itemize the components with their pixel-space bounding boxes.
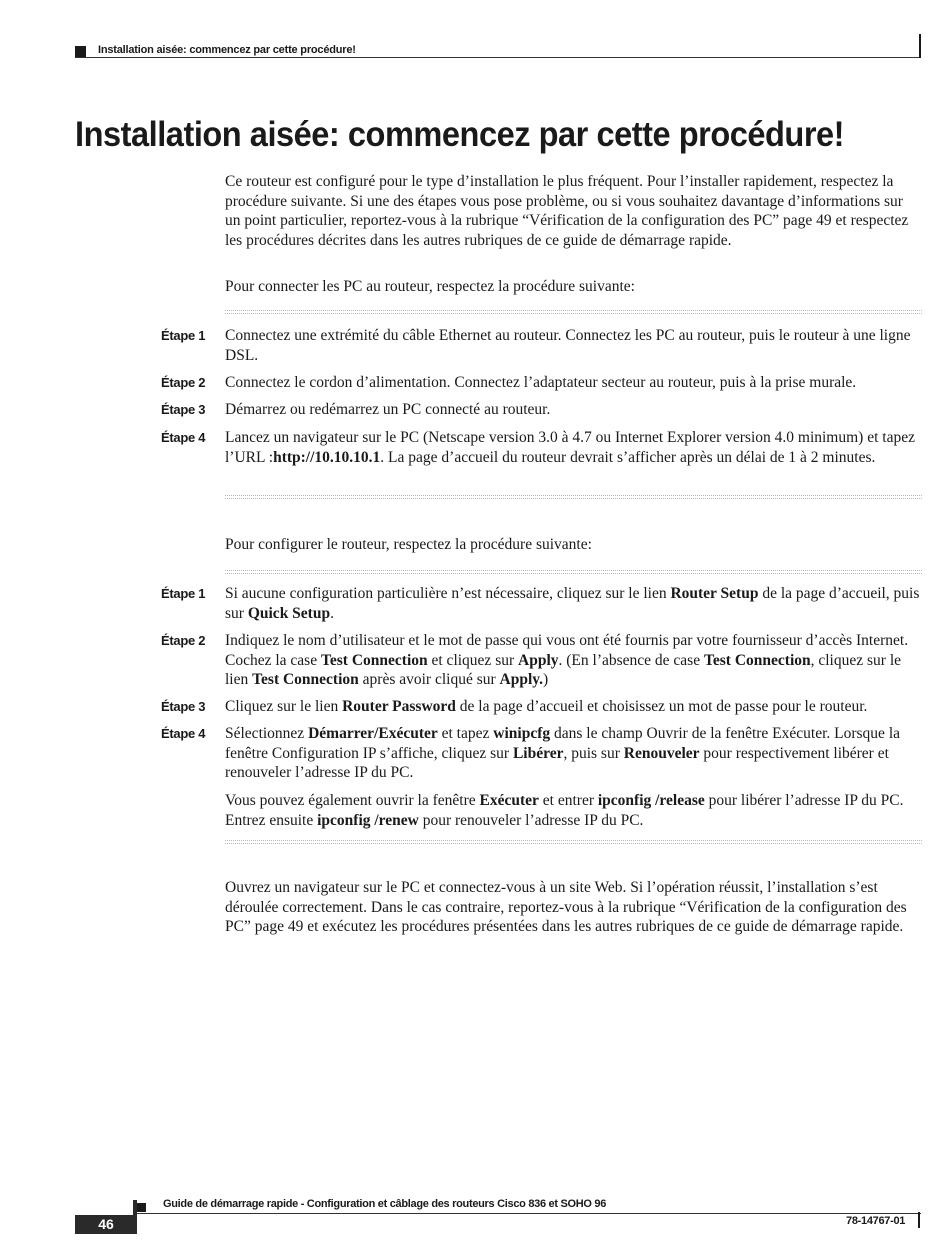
connect-step-3-text: Démarrez ou redémarrez un PC connecté au routeur. <box>225 401 551 418</box>
config-step-3-label: Étape 3 <box>161 699 206 714</box>
text-run: et tapez <box>437 725 494 742</box>
text-run: , cliquez sur le lien <box>225 651 902 688</box>
text-run: de la page d’accueil, puis sur <box>225 585 920 622</box>
page-title: Installation aisée: commencez par cette procédure! <box>75 115 845 154</box>
apply-term: Apply <box>518 651 559 669</box>
text-run: et entrer <box>538 792 598 809</box>
renew-term: Renouveler <box>623 744 700 762</box>
test-connection-term: Test Connection <box>703 651 811 669</box>
text-run: pour respectivement libérer et renouveler l’adresse IP du PC. <box>225 744 889 781</box>
page-number-stem <box>133 1200 137 1216</box>
text-run: pour libérer l’adresse IP du PC. Entrez ensuite <box>225 792 904 829</box>
connect-step-4-label: Étape 4 <box>161 430 206 445</box>
ipconfig-release-term: ipconfig /release <box>597 792 705 809</box>
connect-step-4-text-a: Lancez un navigateur sur le PC (Netscape version 3.0 à 4.7 ou Internet Explorer version 4.0 minimum) et tapez l’URL : <box>225 429 915 466</box>
connect-step-2-label: Étape 2 <box>161 375 206 390</box>
router-url: http://10.10.10.1 <box>273 448 381 466</box>
header-tick <box>919 34 921 58</box>
text-run: Vous pouvez également ouvrir la fenêtre <box>225 792 480 809</box>
test-connection-term: Test Connection <box>320 651 428 669</box>
text-run: Sélectionnez <box>225 725 309 742</box>
config-step-4-text <box>225 724 922 783</box>
text-run: ) <box>543 671 549 688</box>
connect-step-4-text <box>225 428 922 467</box>
config-step-2-text <box>225 631 922 690</box>
text-run: . <box>330 604 334 622</box>
text-run: , puis sur <box>563 744 624 762</box>
connect-step-3-label: Étape 3 <box>161 402 206 417</box>
apply-term: Apply. <box>499 671 544 688</box>
quick-setup-link-text: Quick Setup <box>247 604 331 622</box>
connect-step-4-text-b: . La page d’accueil du routeur devrait s’afficher après un délai de 1 à 2 minutes. <box>380 448 876 466</box>
connect-step-2-text: Connectez le cordon d’alimentation. Connectez l’adaptateur secteur au routeur, puis à la prise murale. <box>225 374 857 391</box>
footer-rule <box>137 1213 921 1214</box>
config-intro: Pour configurer le routeur, respectez la procédure suivante: <box>225 536 592 553</box>
text-run: pour renouveler l’adresse IP du PC. <box>418 811 644 829</box>
section-rule <box>225 570 922 574</box>
config-step-4-label: Étape 4 <box>161 726 206 741</box>
router-password-term: Router Password <box>342 698 456 715</box>
footer-marker <box>137 1203 146 1212</box>
connect-step-1-text: Connectez une extrémité du câble Ethernet au routeur. Connectez les PC au routeur, puis le routeur à une ligne DSL. <box>225 327 911 364</box>
text-run: Indiquez le nom d’utilisateur et le mot de passe qui vous ont été fournis par votre fournisseur d’accès Internet. Cochez la case <box>225 632 909 669</box>
release-term: Libérer <box>512 744 564 762</box>
intro-paragraph: Ce routeur est configuré pour le type d’installation le plus fréquent. Pour l’installer rapidement, respectez la procédure suivante. Si une des étapes vous pose problème, ou si vous souhaitez davantage d’informations sur un point particulier, reportez-vous à la rubrique “Vérification de la configuration des PC” page 49 et respectez les procédures décrites dans les autres rubriques de ce guide de démarrage rapide. <box>225 173 909 249</box>
config-step-3-text <box>225 697 922 717</box>
ipconfig-renew-term: ipconfig /renew <box>317 811 419 829</box>
test-connection-term: Test Connection <box>252 671 359 688</box>
section-rule <box>225 840 922 844</box>
winipcfg-term: winipcfg <box>493 725 551 742</box>
text-run: Si aucune configuration particulière n’est nécessaire, cliquez sur le lien <box>225 585 671 602</box>
document-number: 78-14767-01 <box>846 1215 906 1227</box>
router-setup-link-text: Router Setup <box>670 585 759 602</box>
connect-intro: Pour connecter les PC au routeur, respectez la procédure suivante: <box>225 278 635 295</box>
text-run: dans le champ Ouvrir de la fenêtre Exécuter. Lorsque la fenêtre Configuration IP s’affiche, cliquez sur <box>225 725 901 762</box>
footer-tick <box>918 1212 920 1228</box>
closing-paragraph: Ouvrez un navigateur sur le PC et connectez-vous à un site Web. Si l’opération réussit, l’installation s’est déroulée correctement. Dans le cas contraire, reportez-vous à la rubrique “Vérification de la configuration des PC” page 49 et exécutez les procédures présentées dans les autres rubriques de ce guide de démarrage rapide. <box>225 879 907 935</box>
text-run: et cliquez sur <box>427 651 519 669</box>
run-window-term: Exécuter <box>479 792 539 809</box>
header-rule <box>75 57 921 58</box>
config-step-2-label: Étape 2 <box>161 633 206 648</box>
page-number: 46 <box>75 1215 137 1234</box>
running-header: Installation aisée: commencez par cette procédure! <box>98 44 356 56</box>
section-rule <box>225 495 922 499</box>
config-step-1-label: Étape 1 <box>161 586 206 601</box>
run-menu-term: Démarrer/Exécuter <box>308 725 438 742</box>
footer-guide-title: Guide de démarrage rapide - Configuration et câblage des routeurs Cisco 836 et SOHO 96 <box>163 1198 607 1210</box>
text-run: Cliquez sur le lien <box>225 698 343 715</box>
connect-step-1-label: Étape 1 <box>161 328 206 343</box>
config-step-1-text <box>225 584 922 623</box>
text-run: . (En l’absence de case <box>558 651 704 669</box>
text-run: après avoir cliqué sur <box>358 671 500 688</box>
config-step-4-extra <box>225 791 922 830</box>
header-marker <box>75 46 86 57</box>
text-run: de la page d’accueil et choisissez un mot de passe pour le routeur. <box>455 698 868 715</box>
section-rule <box>225 310 922 314</box>
